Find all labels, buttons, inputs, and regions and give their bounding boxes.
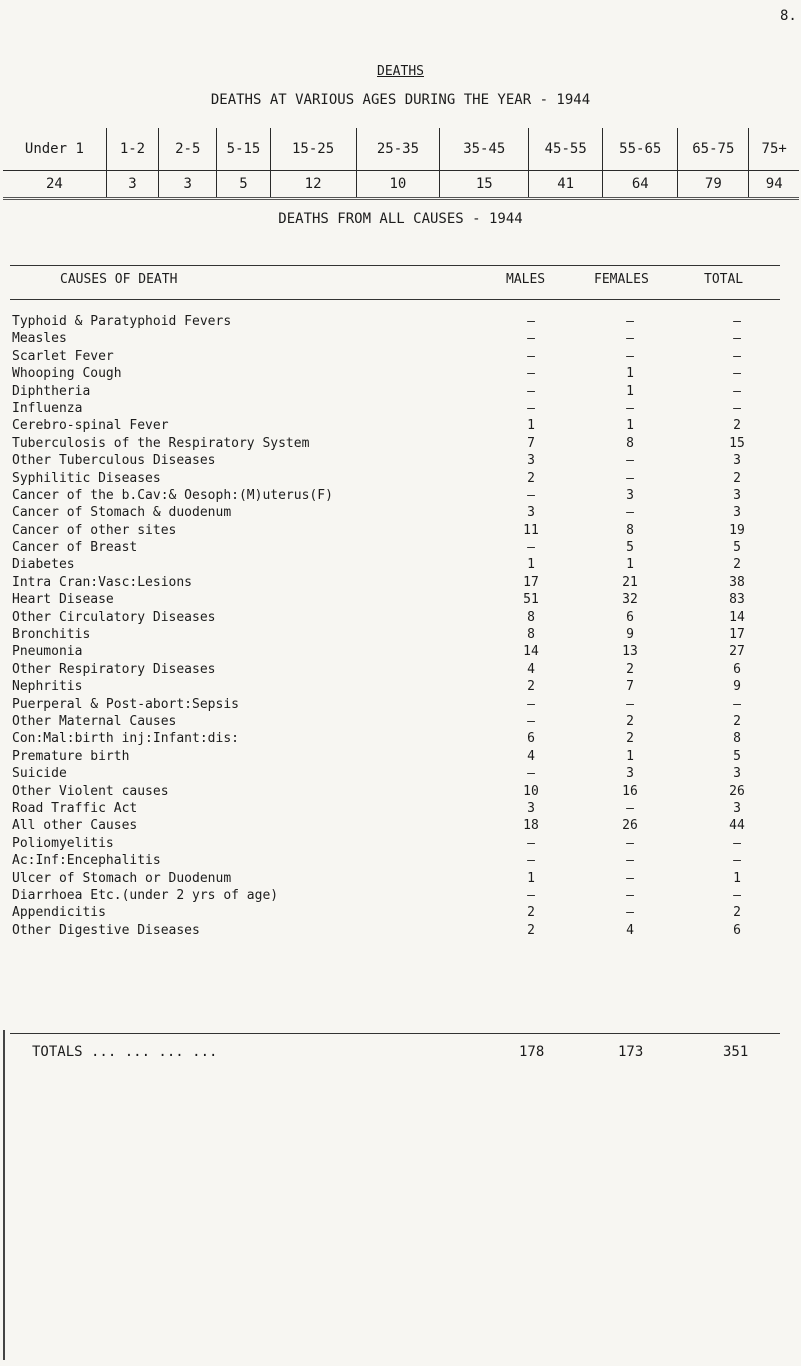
age-group-value: 41 <box>529 171 603 199</box>
cause-row <box>12 556 792 573</box>
cause-total: 5 <box>733 540 741 556</box>
age-group-label: 75+ <box>749 128 799 171</box>
cause-name: Pneumonia <box>12 644 83 660</box>
totals-females: 173 <box>618 1044 644 1060</box>
cause-total: 2 <box>733 470 741 486</box>
column-headers <box>0 272 801 292</box>
cause-name: Cancer of other sites <box>12 522 177 538</box>
age-group-value: 24 <box>3 171 106 199</box>
cause-total: 9 <box>733 679 741 695</box>
cause-row <box>12 417 792 434</box>
cause-females: – <box>626 400 634 416</box>
cause-males: 17 <box>523 574 539 590</box>
divider-header <box>10 299 780 300</box>
cause-females: 8 <box>626 522 634 538</box>
cause-name: Cerebro-spinal Fever <box>12 418 169 434</box>
cause-row <box>12 591 792 608</box>
cause-total: 14 <box>729 609 745 625</box>
cause-name: Other Maternal Causes <box>12 713 177 729</box>
cause-total: – <box>733 331 741 347</box>
cause-females: – <box>626 453 634 469</box>
cause-females: 32 <box>622 592 638 608</box>
cause-males: – <box>527 348 535 364</box>
cause-name: Diphtheria <box>12 383 91 399</box>
cause-name: Other Respiratory Diseases <box>12 661 216 677</box>
cause-males: – <box>527 713 535 729</box>
cause-total: 2 <box>733 713 741 729</box>
cause-name: Scarlet Fever <box>12 348 114 364</box>
cause-row <box>12 435 792 452</box>
cause-males: 18 <box>523 818 539 834</box>
age-group-label: 55-65 <box>603 128 678 171</box>
cause-name: Poliomyelitis <box>12 835 114 851</box>
cause-total: – <box>733 383 741 399</box>
cause-total: – <box>733 400 741 416</box>
cause-females: 3 <box>626 766 634 782</box>
age-group-label: 45-55 <box>529 128 603 171</box>
cause-females: 21 <box>622 574 638 590</box>
age-group-value: 79 <box>678 171 749 199</box>
cause-name: Ulcer of Stomach or Duodenum <box>12 870 232 886</box>
cause-total: 5 <box>733 748 741 764</box>
cause-females: 13 <box>622 644 638 660</box>
cause-name: Heart Disease <box>12 592 114 608</box>
cause-males: – <box>527 853 535 869</box>
cause-total: 6 <box>733 661 741 677</box>
cause-row <box>12 609 792 626</box>
age-group-label: 2-5 <box>159 128 217 171</box>
age-group-value: 10 <box>356 171 440 199</box>
cause-row <box>12 400 792 417</box>
cause-males: 6 <box>527 731 535 747</box>
cause-row <box>12 539 792 556</box>
cause-total: 3 <box>733 453 741 469</box>
cause-females: 3 <box>626 487 634 503</box>
cause-males: – <box>527 696 535 712</box>
cause-females: – <box>626 870 634 886</box>
cause-row <box>12 487 792 504</box>
cause-row <box>12 313 792 330</box>
cause-name: Other Digestive Diseases <box>12 922 200 938</box>
cause-name: Puerperal & Post-abort:Sepsis <box>12 696 239 712</box>
cause-females: 2 <box>626 731 634 747</box>
cause-males: 2 <box>527 470 535 486</box>
cause-females: 6 <box>626 609 634 625</box>
cause-males: – <box>527 383 535 399</box>
cause-females: – <box>626 905 634 921</box>
cause-females: – <box>626 314 634 329</box>
cause-row <box>12 643 792 660</box>
cause-name: Syphilitic Diseases <box>12 470 161 486</box>
age-group-label: 15-25 <box>270 128 356 171</box>
cause-row <box>12 922 792 939</box>
cause-males: – <box>527 366 535 382</box>
cause-name: Tuberculosis of the Respiratory System <box>12 435 310 451</box>
cause-row <box>12 522 792 539</box>
cause-name: Bronchitis <box>12 627 91 643</box>
cause-total: 8 <box>733 731 741 747</box>
cause-row <box>12 365 792 382</box>
cause-total: 2 <box>733 905 741 921</box>
page-number: 8. <box>780 8 797 24</box>
cause-females: 2 <box>626 661 634 677</box>
age-group-value: 5 <box>217 171 270 199</box>
cause-males: 2 <box>527 905 535 921</box>
cause-total: 17 <box>729 627 745 643</box>
age-value-row <box>3 171 799 199</box>
cause-total: – <box>733 366 741 382</box>
cause-females: 5 <box>626 540 634 556</box>
age-group-label: 25-35 <box>356 128 440 171</box>
cause-males: 3 <box>527 453 535 469</box>
cause-total: – <box>733 348 741 364</box>
cause-row <box>12 330 792 347</box>
cause-name: Ac:Inf:Encephalitis <box>12 853 161 869</box>
cause-males: – <box>527 766 535 782</box>
cause-total: – <box>733 853 741 869</box>
column-header-males: MALES <box>506 272 546 287</box>
cause-total: – <box>733 835 741 851</box>
cause-females: 1 <box>626 748 634 764</box>
cause-name: Road Traffic Act <box>12 800 138 816</box>
cause-males: 1 <box>527 870 535 886</box>
cause-name: Typhoid & Paratyphoid Fevers <box>12 314 232 329</box>
cause-name: Measles <box>12 331 67 347</box>
cause-row <box>12 696 792 713</box>
cause-row <box>12 678 792 695</box>
cause-females: 4 <box>626 922 634 938</box>
cause-total: 15 <box>729 435 745 451</box>
cause-row <box>12 800 792 817</box>
cause-males: – <box>527 835 535 851</box>
age-table <box>3 128 799 200</box>
cause-females: – <box>626 887 634 903</box>
column-header-total: TOTAL <box>704 272 744 287</box>
age-group-label: 35-45 <box>440 128 529 171</box>
cause-males: 4 <box>527 748 535 764</box>
cause-females: 8 <box>626 435 634 451</box>
age-group-value: 3 <box>106 171 158 199</box>
causes-list <box>12 313 792 939</box>
totals-total: 351 <box>723 1044 749 1060</box>
cause-row <box>12 713 792 730</box>
cause-males: 1 <box>527 418 535 434</box>
cause-total: 3 <box>733 487 741 503</box>
cause-row <box>12 748 792 765</box>
cause-males: – <box>527 314 535 329</box>
age-group-label: 1-2 <box>106 128 158 171</box>
cause-total: 27 <box>729 644 745 660</box>
cause-females: – <box>626 331 634 347</box>
cause-total: 2 <box>733 418 741 434</box>
cause-name: Premature birth <box>12 748 130 764</box>
age-group-label: Under 1 <box>3 128 106 171</box>
cause-total: 38 <box>729 574 745 590</box>
cause-males: 51 <box>523 592 539 608</box>
cause-females: – <box>626 853 634 869</box>
totals-label: TOTALS ... ... ... ... <box>32 1044 218 1060</box>
cause-total: 19 <box>729 522 745 538</box>
cause-males: 7 <box>527 435 535 451</box>
column-header-cause: CAUSES OF DEATH <box>60 272 178 287</box>
margin-line <box>3 1030 5 1360</box>
cause-total: 26 <box>729 783 745 799</box>
cause-name: Cancer of Stomach & duodenum <box>12 505 232 521</box>
cause-name: Other Violent causes <box>12 783 169 799</box>
cause-name: Cancer of Breast <box>12 540 138 556</box>
cause-males: – <box>527 487 535 503</box>
cause-males: 3 <box>527 800 535 816</box>
cause-row <box>12 783 792 800</box>
cause-row <box>12 348 792 365</box>
cause-name: Con:Mal:birth inj:Infant:dis: <box>12 731 239 747</box>
age-group-value: 64 <box>603 171 678 199</box>
cause-total: 44 <box>729 818 745 834</box>
cause-females: – <box>626 348 634 364</box>
cause-row <box>12 852 792 869</box>
cause-males: 11 <box>523 522 539 538</box>
cause-row <box>12 817 792 834</box>
cause-females: 1 <box>626 383 634 399</box>
column-header-females: FEMALES <box>594 272 649 287</box>
cause-total: 3 <box>733 505 741 521</box>
age-group-value: 15 <box>440 171 529 199</box>
cause-row <box>12 626 792 643</box>
cause-name: Suicide <box>12 766 67 782</box>
divider-bottom <box>10 1033 780 1034</box>
age-group-label: 65-75 <box>678 128 749 171</box>
cause-total: 83 <box>729 592 745 608</box>
cause-name: Diarrhoea Etc.(under 2 yrs of age) <box>12 887 279 903</box>
cause-row <box>12 904 792 921</box>
cause-females: 1 <box>626 366 634 382</box>
cause-row <box>12 661 792 678</box>
totals-males: 178 <box>519 1044 545 1060</box>
totals-row <box>32 1044 792 1066</box>
cause-males: – <box>527 331 535 347</box>
cause-name: Nephritis <box>12 679 83 695</box>
cause-name: Cancer of the b.Cav:& Oesoph:(M)uterus(F) <box>12 487 333 503</box>
cause-females: 1 <box>626 418 634 434</box>
cause-total: 3 <box>733 766 741 782</box>
cause-total: 6 <box>733 922 741 938</box>
cause-males: – <box>527 540 535 556</box>
age-group-value: 12 <box>270 171 356 199</box>
cause-row <box>12 887 792 904</box>
cause-total: – <box>733 314 741 329</box>
cause-males: 2 <box>527 679 535 695</box>
cause-total: – <box>733 887 741 903</box>
ages-heading: DEATHS AT VARIOUS AGES DURING THE YEAR - 1944 <box>210 92 591 108</box>
cause-females: – <box>626 505 634 521</box>
cause-row <box>12 730 792 747</box>
cause-males: – <box>527 887 535 903</box>
cause-females: – <box>626 696 634 712</box>
cause-row <box>12 470 792 487</box>
cause-males: 3 <box>527 505 535 521</box>
age-group-value: 94 <box>749 171 799 199</box>
cause-row <box>12 452 792 469</box>
page-title-text: DEATHS <box>377 64 424 79</box>
cause-males: 8 <box>527 627 535 643</box>
age-group-value: 3 <box>159 171 217 199</box>
cause-name: Influenza <box>12 400 83 416</box>
cause-males: 10 <box>523 783 539 799</box>
age-group-label: 5-15 <box>217 128 270 171</box>
cause-females: 9 <box>626 627 634 643</box>
cause-males: 14 <box>523 644 539 660</box>
cause-row <box>12 765 792 782</box>
cause-males: 4 <box>527 661 535 677</box>
cause-name: Diabetes <box>12 557 75 573</box>
cause-name: All other Causes <box>12 818 138 834</box>
cause-total: 1 <box>733 870 741 886</box>
cause-males: 1 <box>527 557 535 573</box>
cause-females: 2 <box>626 713 634 729</box>
cause-total: 2 <box>733 557 741 573</box>
cause-females: – <box>626 470 634 486</box>
age-header-row <box>3 128 799 171</box>
cause-name: Whooping Cough <box>12 366 122 382</box>
cause-females: – <box>626 835 634 851</box>
cause-row <box>12 870 792 887</box>
cause-males: 8 <box>527 609 535 625</box>
cause-name: Appendicitis <box>12 905 106 921</box>
cause-row <box>12 835 792 852</box>
cause-females: – <box>626 800 634 816</box>
cause-females: 26 <box>622 818 638 834</box>
cause-total: 3 <box>733 800 741 816</box>
page-title <box>0 64 801 79</box>
cause-row <box>12 504 792 521</box>
divider-top <box>10 265 780 266</box>
cause-row <box>12 574 792 591</box>
cause-name: Intra Cran:Vasc:Lesions <box>12 574 193 590</box>
cause-females: 1 <box>626 557 634 573</box>
all-causes-heading: DEATHS FROM ALL CAUSES - 1944 <box>278 211 523 227</box>
cause-name: Other Tuberculous Diseases <box>12 453 216 469</box>
cause-females: 7 <box>626 679 634 695</box>
cause-males: 2 <box>527 922 535 938</box>
cause-total: – <box>733 696 741 712</box>
cause-name: Other Circulatory Diseases <box>12 609 216 625</box>
cause-row <box>12 383 792 400</box>
cause-females: 16 <box>622 783 638 799</box>
cause-males: – <box>527 400 535 416</box>
